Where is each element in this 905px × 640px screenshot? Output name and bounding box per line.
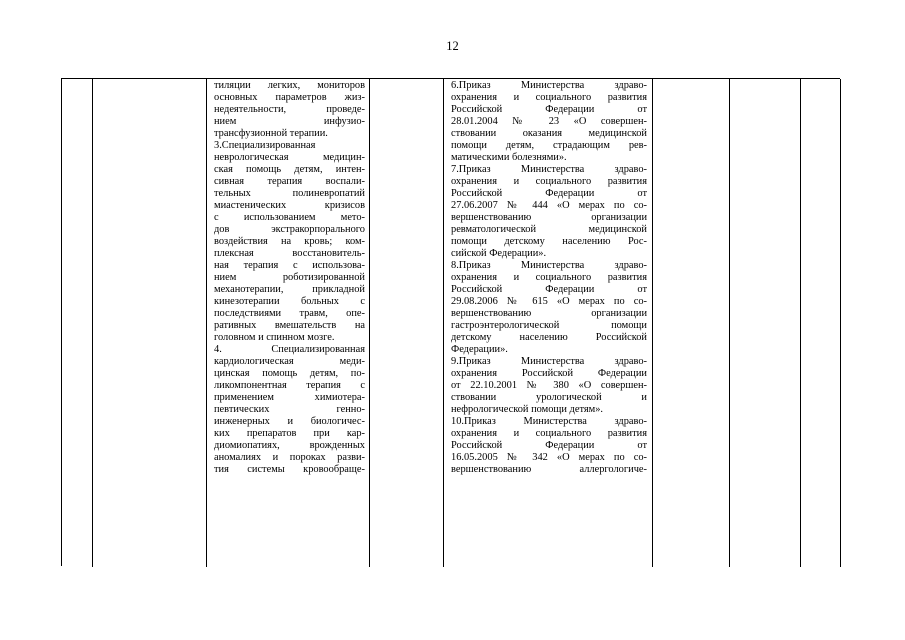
table-column-6 [653,79,730,567]
order-reference-line: охранения и социального развития [451,272,647,283]
table-column-5 [444,79,653,567]
care-description-line: нием роботизированной [214,272,365,283]
care-description-line: неврологическая медицин- [214,152,365,163]
care-description-line: последствиями травм, опе- [214,308,365,319]
order-reference-line: нефрологической помощи детям». [451,404,604,415]
order-reference-line: 7.Приказ Министерства здраво- [451,164,647,175]
care-description-line: тиляции легких, мониторов [214,80,365,91]
care-description-line: цинская помощь детям, по- [214,368,365,379]
order-reference-line: 9.Приказ Министерства здраво- [451,356,647,367]
table-column-1 [62,79,93,567]
care-description-line: 3.Специализированная [214,140,316,151]
care-description-line: воздействия на кровь; ком- [214,236,365,247]
table-column-8 [801,79,841,567]
care-description-line: инженерных и биологичес- [214,416,365,427]
care-description-line: дов экстракорпорального [214,224,365,235]
order-reference-line: охранения и социального развития [451,428,647,439]
order-reference-line: помощи детям, страдающим рев- [451,140,647,151]
care-description-line: механотерапии, прикладной [214,284,365,295]
care-description-line: тельных полиневропатий [214,188,365,199]
care-description-line: недеятельности, проведе- [214,104,365,115]
care-description-line: кинезотерапии больных с [214,296,365,307]
care-description-line: головном и спинном мозге. [214,332,335,343]
care-description-line: певтических генно- [214,404,365,415]
order-reference-line: 16.05.2005 № 342 «О мерах по со- [451,452,647,463]
order-reference-line: от 22.10.2001 № 380 «О совершен- [451,380,647,391]
document-table [61,78,840,566]
order-reference-line: детскому населению Российской [451,332,647,343]
care-description-cell [214,80,365,476]
table-column-4 [370,79,444,567]
table-column-7 [730,79,801,567]
care-description-line: ная терапия с использова- [214,260,365,271]
order-reference-line: охранения и социального развития [451,92,647,103]
order-reference-line: 10.Приказ Министерства здраво- [451,416,647,427]
order-reference-line: Российской Федерации от [451,440,647,451]
order-reference-line: Российской Федерации от [451,188,647,199]
order-reference-line: Российской Федерации от [451,284,647,295]
order-reference-line: Федерации». [451,344,508,355]
care-description-line: нием инфузио- [214,116,365,127]
order-reference-line: охранения и социального развития [451,176,647,187]
order-reference-line: 27.06.2007 № 444 «О мерах по со- [451,200,647,211]
care-description-line: ких препаратов при кар- [214,428,365,439]
order-reference-line: матическими болезнями». [451,152,567,163]
care-description-line: основных параметров жиз- [214,92,365,103]
order-reference-line: ствовании оказания медицинской [451,128,647,139]
care-description-line: аномалиях и пороках разви- [214,452,365,463]
order-reference-line: 8.Приказ Министерства здраво- [451,260,647,271]
care-description-line: тия системы кровообраще- [214,464,365,475]
care-description-line: применением химиотера- [214,392,365,403]
table-column-3 [207,79,370,567]
care-description-line: 4. Специализированная [214,344,365,355]
order-reference-line: сийской Федерации». [451,248,547,259]
page-number: 12 [446,39,459,53]
care-description-line: ликомпонентная терапия с [214,380,365,391]
order-reference-line: 6.Приказ Министерства здраво- [451,80,647,91]
order-reference-line: ствовании урологической и [451,392,647,403]
care-description-line: с использованием мето- [214,212,365,223]
care-description-line: сивная терапия воспали- [214,176,365,187]
order-reference-line: 28.01.2004 № 23 «О совершен- [451,116,647,127]
order-reference-line: помощи детскому населению Рос- [451,236,647,247]
order-reference-line: Российской Федерации от [451,104,647,115]
care-description-line: миастенических кризисов [214,200,365,211]
care-description-line: плексная восстановитель- [214,248,365,259]
order-reference-line: охранения Российской Федерации [451,368,647,379]
order-reference-line: гастроэнтерологической помощи [451,320,647,331]
table-column-2 [93,79,207,567]
care-description-line: кардиологическая меди- [214,356,365,367]
order-reference-line: вершенствованию организации [451,212,647,223]
care-description-line: ративных вмешательств на [214,320,365,331]
order-reference-line: вершенствованию организации [451,308,647,319]
order-reference-line: 29.08.2006 № 615 «О мерах по со- [451,296,647,307]
order-reference-line: ревматологической медицинской [451,224,647,235]
order-reference-line: вершенствованию аллергологиче- [451,464,647,475]
regulatory-orders-cell [451,80,647,476]
care-description-line: ская помощь детям, интен- [214,164,365,175]
care-description-line: диомиопатиях, врожденных [214,440,365,451]
care-description-line: трансфузионной терапии. [214,128,328,139]
